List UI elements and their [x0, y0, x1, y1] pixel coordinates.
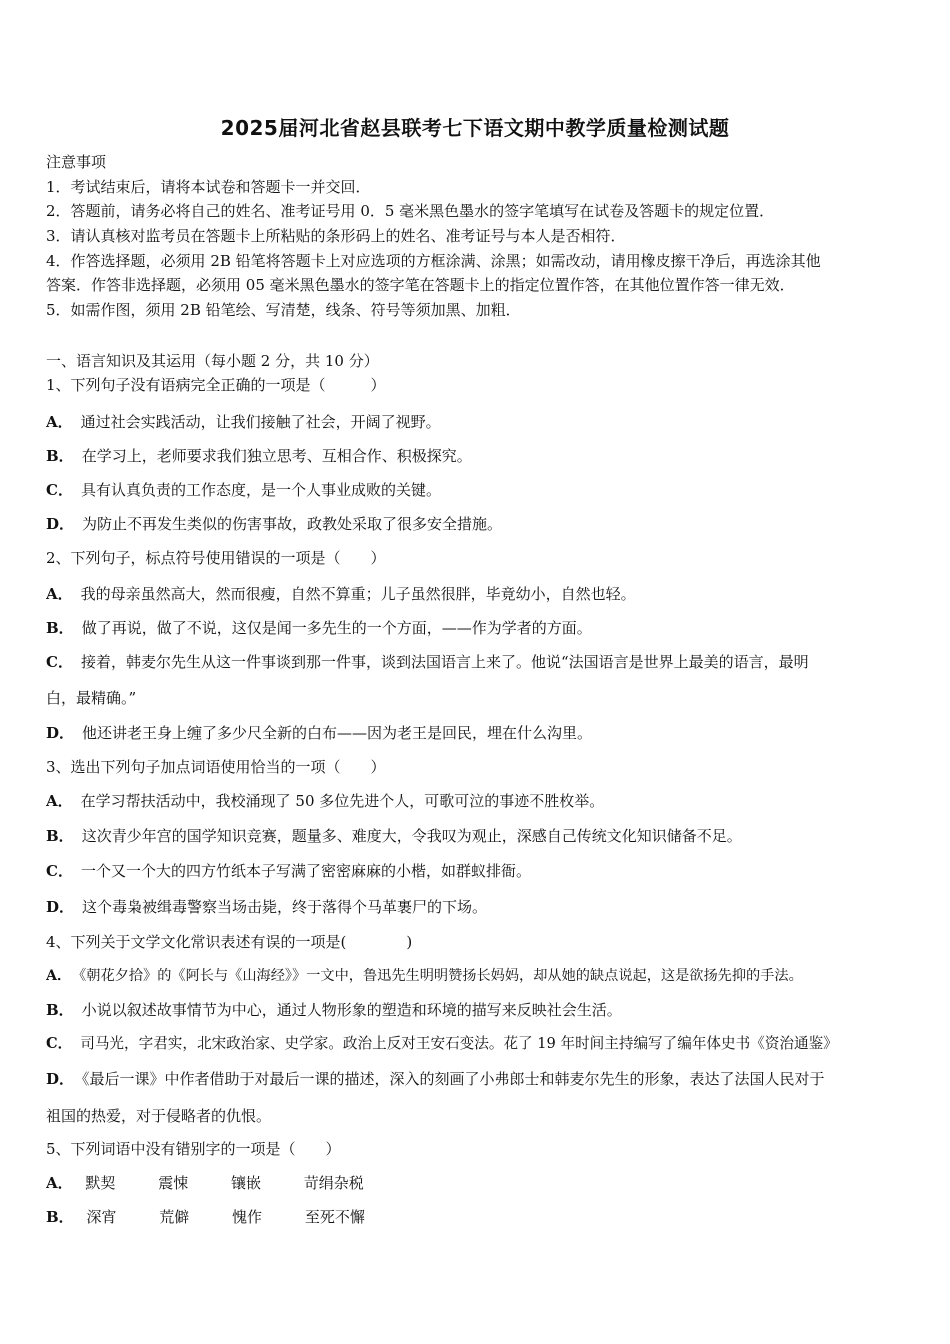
notice-item: 4．作答选择题，必须用 2B 铅笔将答题卡上对应选项的方框涂满、涂黑；如需改动，请用橡皮擦干净后，再选涂其他 — [46, 252, 821, 270]
option-c — [46, 480, 916, 500]
option-label: A． — [46, 413, 73, 431]
word: 苛绢杂税 — [303, 1174, 364, 1192]
notice-item: 1．考试结束后，请将本试卷和答题卡一并交回． — [46, 178, 371, 196]
option-label: A． — [46, 585, 73, 603]
word: 默契 — [85, 1174, 116, 1192]
word: 荒僻 — [159, 1208, 190, 1226]
question-stem: 1、下列句子没有语病完全正确的一项是（ ） — [46, 376, 386, 394]
option-a — [46, 966, 916, 986]
option-b — [46, 618, 916, 638]
option-d — [46, 897, 916, 917]
option-label: C． — [46, 653, 73, 671]
option-text: 做了再说，做了不说，这仅是闻一多先生的一个方面，——作为学者的方面。 — [81, 619, 592, 637]
option-label: B． — [46, 1208, 74, 1226]
option-label: B． — [46, 1001, 74, 1019]
option-a — [46, 584, 916, 604]
option-b — [46, 1207, 916, 1227]
question-stem: 4、下列关于文学文化常识表述有误的一项是( ) — [46, 933, 413, 951]
page-title: 2025届河北省赵县联考七下语文期中教学质量检测试题 — [220, 116, 730, 140]
option-text: 小说以叙述故事情节为中心，通过人物形象的塑造和环境的描写来反映社会生活。 — [81, 1001, 622, 1019]
option-a — [46, 412, 916, 432]
option-d — [46, 1069, 916, 1089]
option-text: 接着，韩麦尔先生从这一件事谈到那一件事，谈到法国语言上来了。他说“法国语言是世界上最美的语言，最明 — [80, 653, 809, 671]
option-d — [46, 514, 916, 534]
question-stem: 3、选出下列句子加点词语使用恰当的一项（ ） — [46, 758, 386, 776]
option-label: A． — [46, 1174, 73, 1192]
option-label: D． — [46, 515, 75, 533]
question-stem: 5、下列词语中没有错别字的一项是（ ） — [46, 1140, 341, 1158]
option-label: D． — [46, 724, 75, 742]
option-continuation: 祖国的热爱，对于侵略者的仇恨。 — [46, 1107, 272, 1125]
option-c — [46, 1034, 916, 1054]
notice-item: 5．如需作图，须用 2B 铅笔绘、写清楚，线条、符号等须加黑、加粗． — [46, 301, 521, 319]
option-b — [46, 1000, 916, 1020]
option-label: A． — [46, 968, 72, 984]
option-text: 具有认真负责的工作态度，是一个人事业成败的关键。 — [80, 481, 441, 499]
notice-item: 答案．作答非选择题，必须用 05 毫米黑色墨水的签字笔在答题卡上的指定位置作答，在其他位置作答一律无效． — [46, 276, 795, 294]
option-label: C． — [46, 1035, 73, 1052]
option-label: B． — [46, 619, 74, 637]
notice-item: 3．请认真核对监考员在答题卡上所粘贴的条形码上的姓名、准考证号与本人是否相符． — [46, 227, 626, 245]
option-label: B． — [46, 447, 74, 465]
option-text: 他还讲老王身上缠了多少尺全新的白布——因为老王是回民，埋在什么沟里。 — [82, 724, 593, 742]
option-text: 这个毒枭被缉毒警察当场击毙，终于落得个马革裹尸的下场。 — [82, 898, 488, 916]
option-a — [46, 791, 916, 811]
word: 镶嵌 — [230, 1174, 261, 1192]
notice-heading: 注意事项 — [46, 153, 107, 171]
option-b — [46, 826, 916, 846]
option-c — [46, 861, 916, 881]
option-text: 在学习上，老师要求我们独立思考、互相合作、积极探究。 — [81, 447, 472, 465]
option-continuation: 白，最精确。” — [46, 689, 137, 707]
option-a — [46, 1173, 916, 1193]
option-label: C． — [46, 481, 73, 499]
option-c — [46, 652, 916, 672]
word: 愧作 — [232, 1208, 263, 1226]
word: 深宵 — [86, 1208, 117, 1226]
option-d — [46, 723, 916, 743]
option-text: 一个又一个大的四方竹纸本子写满了密密麻麻的小楷，如群蚁排衙。 — [80, 862, 531, 880]
option-label: C． — [46, 862, 73, 880]
option-label: A． — [46, 792, 73, 810]
option-text: 《朝花夕拾》的《阿长与《山海经》》一文中，鲁迅先生明明赞扬长妈妈，却从她的缺点说起，这是欲扬先抑的手法。 — [79, 968, 803, 984]
option-text: 我的母亲虽然高大，然而很瘦，自然不算重；儿子虽然很胖，毕竟幼小，自然也轻。 — [80, 585, 636, 603]
word: 震悚 — [158, 1174, 189, 1192]
option-text: 司马光，字君实，北宋政治家、史学家。政治上反对王安石变法。花了 19 年时间主持编写了编年体史书《资治通鉴》 — [80, 1035, 838, 1052]
option-text: 《最后一课》中作者借助于对最后一课的描述，深入的刻画了小弗郎士和韩麦尔先生的形象，表达了法国人民对于 — [82, 1070, 825, 1088]
option-text: 通过社会实践活动，让我们接触了社会，开阔了视野。 — [80, 413, 441, 431]
option-label: D． — [46, 1070, 75, 1088]
option-text: 为防止不再发生类似的伤害事故，政教处采取了很多安全措施。 — [82, 515, 503, 533]
question-stem: 2、下列句子，标点符号使用错误的一项是（ ） — [46, 549, 386, 567]
option-text: 这次青少年宫的国学知识竞赛，题量多、难度大，令我叹为观止，深感自己传统文化知识储备不足。 — [81, 827, 742, 845]
section-heading: 一、语言知识及其运用（每小题 2 分，共 10 分） — [46, 352, 379, 370]
notice-item: 2．答题前，请务必将自己的姓名、准考证号用 0．5 毫米黑色墨水的签字笔填写在试卷及答题卡的规定位置． — [46, 202, 775, 220]
option-label: B． — [46, 827, 74, 845]
option-b — [46, 446, 916, 466]
option-label: D． — [46, 898, 75, 916]
option-text: 在学习帮扶活动中，我校涌现了 50 多位先进个人，可歌可泣的事迹不胜枚举。 — [80, 792, 605, 810]
word: 至死不懈 — [304, 1208, 365, 1226]
